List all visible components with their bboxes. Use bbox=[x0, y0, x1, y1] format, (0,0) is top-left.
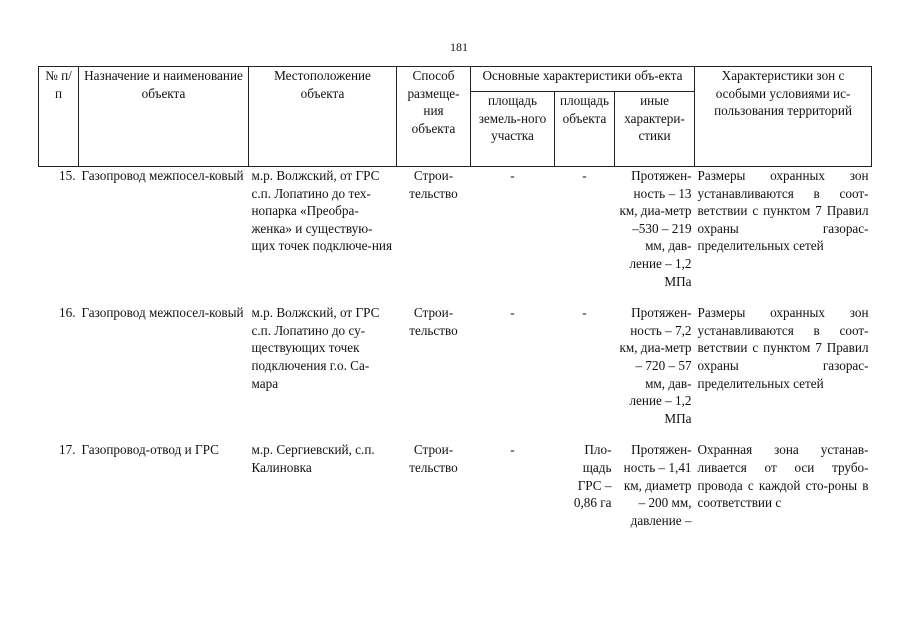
row-zones: Размеры охранных зон устанавливаются в соот-ветствии с пунктом 7 Правил охраны газорас-пределительных сетей bbox=[697, 305, 869, 391]
row-land-area: - bbox=[510, 442, 515, 458]
table-row bbox=[39, 167, 872, 291]
header-other-characteristics: иные характери-стики bbox=[615, 92, 695, 167]
page-number: 181 bbox=[450, 40, 468, 54]
row-other-characteristics: Протяжен-ность – 13 км, диа-метр –530 – 219 мм, дав-ление – 1,2 МПа bbox=[619, 168, 692, 289]
row-land-area: - bbox=[510, 305, 515, 321]
header-num: № п/п bbox=[39, 67, 79, 167]
row-num: 15. bbox=[59, 168, 76, 183]
row-other-characteristics: Протяжен-ность – 7,2 км, диа-метр – 720 – 57 мм, дав-ление – 1,2 МПа bbox=[619, 305, 692, 426]
row-object-area: - bbox=[582, 305, 587, 321]
objects-table bbox=[38, 66, 872, 529]
row-zones: Размеры охранных зон устанавливаются в соот-ветствии с пунктом 7 Правил охраны газорас-пределительных сетей bbox=[697, 168, 869, 254]
row-land-area: - bbox=[510, 168, 515, 183]
header-zones: Характеристики зон с особыми условиями ис-пользования территорий bbox=[695, 67, 872, 167]
row-num: 16. bbox=[59, 305, 76, 321]
row-location: м.р. Сергиевский, с.п. Калиновка bbox=[251, 442, 375, 475]
header-method: Способ размеще-ния объекта bbox=[397, 67, 471, 167]
row-location: м.р. Волжский, от ГРС с.п. Лопатино до тех-нопарка «Преобра-женка» и существую-щих точек подключе-ния bbox=[251, 168, 393, 254]
row-name: Газопровод межпосел-ковый bbox=[81, 168, 244, 183]
row-object-area: - bbox=[582, 168, 587, 183]
row-object-area: Пло-щадь ГРС – 0,86 га bbox=[573, 442, 612, 511]
row-method: Строи-тельство bbox=[409, 305, 458, 338]
header-name: Назначение и наименование объекта bbox=[79, 67, 249, 167]
header-object-area: площадь объекта bbox=[555, 92, 615, 167]
table-row bbox=[39, 304, 872, 427]
table-row bbox=[39, 441, 872, 529]
row-zones: Охранная зона устанав-ливается от оси трубо-провода с каждой сто-роны в соответствии с bbox=[697, 442, 869, 511]
row-location: м.р. Волжский, от ГРС с.п. Лопатино до су-ществующих точек подключения г.о. Са-мара bbox=[251, 305, 380, 391]
header-main-characteristics: Основные характеристики объ-екта bbox=[471, 67, 695, 92]
row-method: Строи-тельство bbox=[409, 442, 458, 475]
row-name: Газопровод-отвод и ГРС bbox=[81, 442, 219, 458]
table-header-row bbox=[39, 67, 872, 92]
row-name: Газопровод межпосел-ковый bbox=[81, 305, 244, 321]
row-method: Строи-тельство bbox=[409, 168, 458, 201]
header-land-area: площадь земель-ного участка bbox=[471, 92, 555, 167]
header-location: Местоположение объекта bbox=[249, 67, 397, 167]
row-other-characteristics: Протяжен-ность – 1,41 км, диаметр – 200 мм, давление – bbox=[623, 442, 692, 528]
row-num: 17. bbox=[59, 442, 76, 458]
